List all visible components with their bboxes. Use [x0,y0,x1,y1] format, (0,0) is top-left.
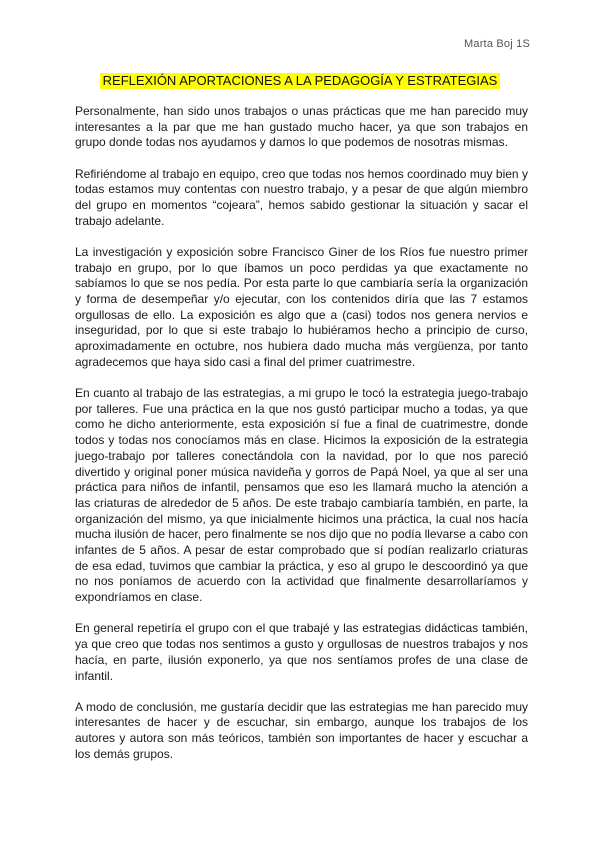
title-container [0,72,600,90]
author-header: Marta Boj 1S [464,38,530,50]
paragraph-giner-de-los-rios: La investigación y exposición sobre Francisco Giner de los Ríos fue nuestro primer trabajo en grupo, por lo que íbamos un poco perdidas ya que exactamente no sabíamos lo que se nos pedía. Por esta parte lo que cambiaría sería la organización y forma de desempeñar y/o ejecutar, con los contenidos diría que las 7 estamos orgullosas de ello. La exposición es algo que a (casi) todos nos genera nervios e inseguridad, por lo que si este trabajo lo hubiéramos hecho a principio de curso, aproximadamente en octubre, nos hubiera dado mucha más vergüenza, por tanto agradecemos que haya sido casi a final del primer cuatrimestre. [75,244,528,369]
paragraph-general: En general repetiría el grupo con el que trabajé y las estrategias didácticas también, ya que creo que todas nos sentimos a gusto y orgullosas de nuestros trabajos y nos hacía, en parte, ilusión exponerlo, ya que nos sentíamos profes de una clase de infantil. [75,621,528,683]
document-body [75,104,528,778]
document-title: REFLEXIÓN APORTACIONES A LA PEDAGOGÍA Y ESTRATEGIAS [100,73,501,89]
paragraph-intro: Personalmente, han sido unos trabajos o unas prácticas que me han parecido muy interesantes a la par que me han gustado mucho hacer, ya que son trabajos en grupo donde todas nos ayudamos y damos lo que podemos de nosotras mismas. [75,104,528,150]
paragraph-conclusion: A modo de conclusión, me gustaría decidir que las estrategias me han parecido muy interesantes de hacer y de escuchar, sin embargo, aunque los trabajos de los autores y autora son más teóricos, también son importantes de hacer y escuchar a los demás grupos. [75,699,528,761]
paragraph-strategies: En cuanto al trabajo de las estrategias, a mi grupo le tocó la estrategia juego-trabajo por talleres. Fue una práctica en la que nos gustó participar mucho a todas, ya que como he dicho anteriormente, esta exposición sí fue a final de cuatrimestre, donde todos y todas nos conocíamos más en clase. Hicimos la exposición de la estrategia juego-trabajo por talleres conectándola con la navidad, por lo que nos pareció divertido y original poner música navideña y gorros de Papá Noel, ya que al ser una práctica para niños de infantil, pensamos que eso les llamará mucho la atención a las criaturas de alrededor de 5 años. De este trabajo cambiaría también, en parte, la organización del mismo, ya que inicialmente hicimos una práctica, la cual nos hacía mucha ilusión de hacer, pero finalmente se nos dijo que no podía llevarse a cabo con infantes de 5 años. A pesar de estar comprobado que sí podían realizarlo criaturas de esa edad, tuvimos que cambiar la práctica, y eso al grupo le descoordinó ya que no nos poníamos de acuerdo con la actividad que finalmente desarrollaríamos y expondríamos en clase. [75,386,528,605]
paragraph-teamwork: Refiriéndome al trabajo en equipo, creo que todas nos hemos coordinado muy bien y todas estamos muy contentas con nuestro trabajo, y a pesar de que algún miembro del grupo en momentos “cojeara”, hemos sabido gestionar la situación y sacar el trabajo adelante. [75,166,528,228]
